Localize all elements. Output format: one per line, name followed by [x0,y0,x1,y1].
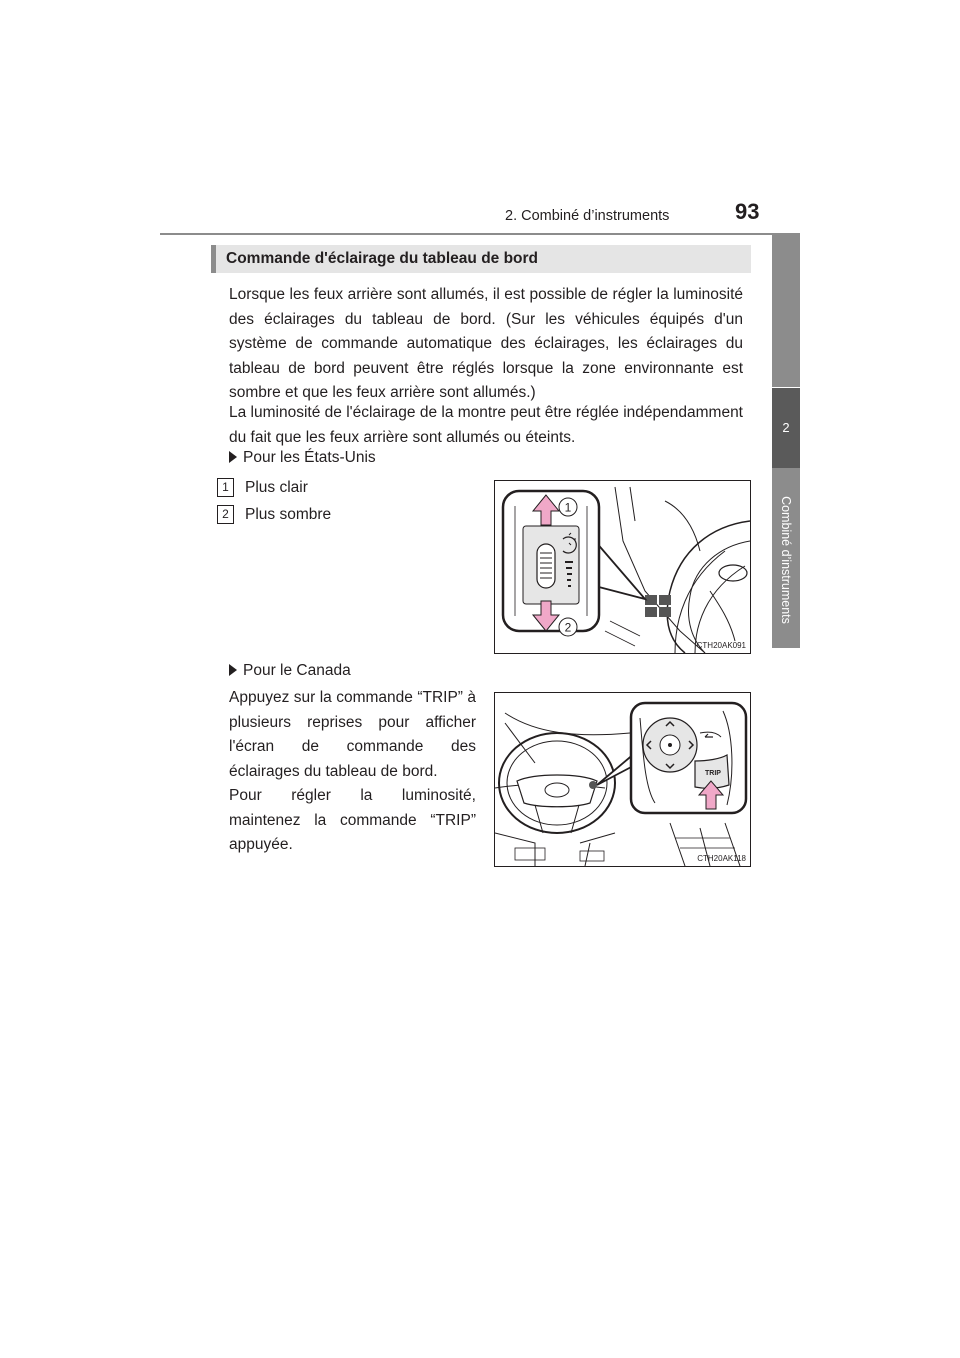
list-item [217,478,308,497]
figure-code: CTH20AK118 [697,854,746,863]
section-heading-text: Commande d'éclairage du tableau de bord [226,250,539,267]
canada-paragraph-1: Appuyez sur la commande “TRIP” à plusieurs reprises pour afficher l'écran de commande des éclairages du tableau de bord. [229,689,476,780]
item-label: Plus clair [245,479,308,496]
usa-bullet-text: Pour les États-Unis [243,449,376,466]
dimmer-switch-figure [494,480,751,654]
trip-button-label: TRIP [705,770,721,777]
list-item [217,505,331,524]
trip-switch-figure [494,692,751,867]
page-number: 93 [735,199,760,224]
callout-1: 1 [564,500,572,515]
section-heading [211,245,751,273]
usa-bullet [229,449,376,467]
item-number-box: 2 [217,505,234,524]
canada-bullet-text: Pour le Canada [243,662,351,679]
intro-paragraph: Lorsque les feux arrière sont allumés, il est possible de régler la luminosité des éclairages du tableau de bord. (Sur les véhicules équipés d'un système de commande automatique des éclairages, les éclairages du tableau de bord peuvent être réglés lorsque la zone environnante est sombre et que les feux arrière sont allumés.) [229,286,743,401]
canada-paragraph-2: Pour régler la luminosité, maintenez la commande “TRIP” appuyée. [229,787,476,853]
header-rule [160,233,800,235]
bullet-triangle-icon [229,451,237,463]
canada-bullet [229,662,351,680]
callout-2: 2 [564,620,572,635]
figure-code: CTH20AK091 [696,641,746,650]
chapter-number-tab: 2 [772,388,800,468]
side-tab-upper [772,235,800,387]
trip-illustration [495,693,750,866]
item-number-box: 1 [217,478,234,497]
running-header-section: 2. Combiné d’instruments [505,208,670,224]
clock-paragraph: La luminosité de l'éclairage de la montre peut être réglée indépendamment du fait que les feux arrière sont allumés ou éteints. [229,404,743,446]
chapter-label: Combiné d’instruments [779,496,793,624]
bullet-triangle-icon [229,664,237,676]
item-label: Plus sombre [245,506,332,523]
dimmer-illustration [495,481,750,653]
